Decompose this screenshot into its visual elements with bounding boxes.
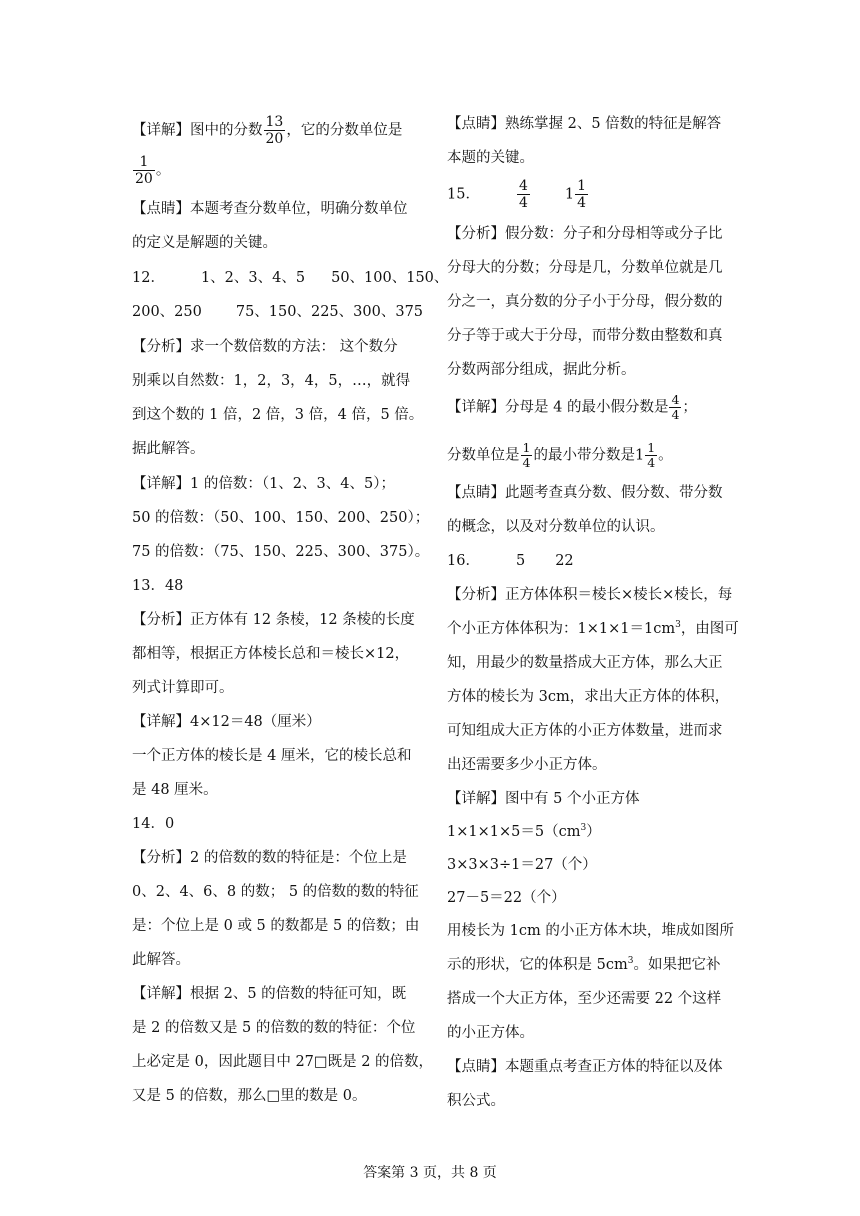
q15-number: 15． <box>447 186 480 203</box>
q16-tip-1: 【点睛】本题重点考查正方体的特征以及体 <box>447 1059 723 1075</box>
fraction-1-4 <box>645 441 657 470</box>
q12-number: 12． <box>132 270 165 286</box>
q14-analysis-1: 【分析】2 的倍数的数的特征是：个位上是 <box>132 850 407 866</box>
q14-tip-1: 【点睛】熟练掌握 2、5 倍数的特征是解答 <box>447 116 722 132</box>
fraction-1-4 <box>521 441 533 470</box>
q16-detail-2-post: ） <box>586 824 601 840</box>
semicolon: ； <box>682 399 697 416</box>
q12-detail-3: 75 的倍数：（75、150、225、300、375）。 <box>132 544 430 560</box>
q14-head: 14．0 <box>132 816 175 832</box>
mixed-whole: 1 <box>634 447 645 464</box>
q11-detail-text: 【详解】图中的分数 <box>132 122 263 139</box>
q16-detail-6 <box>447 955 720 975</box>
q15-tip-1: 【点睛】此题考查真分数、假分数、带分数 <box>447 485 723 501</box>
q14-detail-2: 是 2 的倍数又是 5 的倍数的数的特征：个位 <box>132 1020 416 1036</box>
fraction-1-4 <box>575 178 588 211</box>
q11-detail-line <box>132 114 402 147</box>
q15-detail-1-text: 【详解】分母是 4 的最小假分数是 <box>447 399 669 416</box>
q15-analysis-4: 分子等于或大于分母，而带分数由整数和真 <box>447 328 723 344</box>
q16-answer-line <box>447 551 574 571</box>
q12-detail-1: 【详解】1 的倍数：（1、2、3、4、5）； <box>132 476 395 492</box>
frac-den: 4 <box>671 407 680 422</box>
q16-detail-6-pre: 示的形状，它的体积是 5cm <box>447 957 628 973</box>
q16-analysis-5: 可知组成大正方体的小正方体数量，进而求 <box>447 723 723 739</box>
q16-analysis-2-pre: 个小正方体体积为：1×1×1＝1cm <box>447 621 676 637</box>
superscript-3: 3 <box>580 823 587 834</box>
mixed-whole: 1 <box>564 186 575 203</box>
q13-detail-3: 是 48 厘米。 <box>132 782 218 798</box>
q13-analysis-1: 【分析】正方体有 12 条棱，12 条棱的长度 <box>132 612 415 628</box>
q16-detail-8: 的小正方体。 <box>447 1025 534 1041</box>
q15-detail-2-text: 分数单位是 <box>447 447 520 464</box>
frac-den: 20 <box>265 131 284 147</box>
q15-analysis-5: 分数两部分组成，据此分析。 <box>447 362 636 378</box>
q16-detail-4: 27－5＝22（个） <box>447 890 566 906</box>
q16-analysis-1: 【分析】正方体体积＝棱长×棱长×棱长，每 <box>447 587 733 603</box>
q11-period: 。 <box>155 162 171 179</box>
q13-analysis-2: 都相等，根据正方体棱长总和＝棱长×12， <box>132 646 410 662</box>
q12-answer-line <box>132 268 448 288</box>
q16-detail-1: 【详解】图中有 5 个小正方体 <box>447 791 640 807</box>
q12-answer-1: 1、2、3、4、5 <box>200 270 306 286</box>
frac-den: 4 <box>518 195 528 211</box>
q11-detail-mid: ，它的分数单位是 <box>286 122 403 139</box>
frac-num: 4 <box>671 392 680 407</box>
q16-analysis-2 <box>447 619 739 639</box>
q13-detail-2: 一个正方体的棱长是 4 厘米，它的棱长总和 <box>132 748 412 764</box>
q16-detail-5: 用棱长为 1cm 的小正方体木块，堆成如图所 <box>447 923 734 939</box>
frac-num: 1 <box>133 154 155 171</box>
q14-tip-2: 本题的关键。 <box>447 150 534 166</box>
q12-answer-3: 75、150、225、300、375 <box>235 304 424 320</box>
q12-answer-2: 50、100、150、 <box>331 270 449 286</box>
q16-analysis-3: 知，用最少的数量搭成大正方体，那么大正 <box>447 655 723 671</box>
q15-tip-2: 的概念，以及对分数单位的认识。 <box>447 519 665 535</box>
q12-analysis-1: 【分析】求一个数倍数的方法： 这个数分 <box>132 339 398 355</box>
q16-detail-7: 搭成一个大正方体，至少还需要 22 个这样 <box>447 991 722 1007</box>
q12-answer-2b: 200、250 <box>132 304 202 320</box>
q16-answer-1: 5 <box>515 553 526 569</box>
q12-answer-line-2 <box>132 302 423 322</box>
q12-analysis-2: 别乘以自然数：1，2，3，4，5，…，就得 <box>132 373 411 389</box>
q16-detail-2-pre: 1×1×1×5＝5（cm <box>447 824 581 840</box>
q15-analysis-1: 【分析】假分数：分子和分母相等或分子比 <box>447 226 723 242</box>
frac-num: 1 <box>577 178 587 194</box>
q16-analysis-2-post: ，由图可 <box>680 621 739 637</box>
q16-answer-2: 22 <box>555 553 574 569</box>
q16-detail-2 <box>447 822 601 842</box>
fraction-1-20 <box>133 154 155 187</box>
q15-analysis-3: 分之一，真分数的分子小于分母，假分数的 <box>447 294 723 310</box>
q11-tip-2: 的定义是解题的关键。 <box>132 235 277 251</box>
frac-num: 13 <box>265 114 284 130</box>
fraction-4-4 <box>669 393 681 422</box>
fraction-13-20 <box>264 114 286 147</box>
frac-num: 4 <box>518 178 528 194</box>
q16-analysis-6: 出还需要多少小正方体。 <box>447 757 607 773</box>
q11-tip-1: 【点睛】本题考查分数单位，明确分数单位 <box>132 201 408 217</box>
frac-den: 4 <box>522 455 531 470</box>
q15-analysis-2: 分母大的分数；分母是几，分数单位就是几 <box>447 260 723 276</box>
q14-detail-4: 又是 5 的倍数，那么□里的数是 0。 <box>132 1088 367 1104</box>
q16-number: 16． <box>447 553 480 569</box>
q14-detail-3: 上必定是 0，因此题目中 27□既是 2 的倍数， <box>132 1054 434 1070</box>
q15-detail-2 <box>447 441 673 470</box>
frac-num: 1 <box>647 440 656 455</box>
q14-analysis-4: 此解答。 <box>132 952 190 968</box>
frac-den: 20 <box>135 171 153 187</box>
frac-den: 4 <box>577 195 587 211</box>
q12-detail-2: 50 的倍数：（50、100、150、200、250）； <box>132 510 430 526</box>
q16-tip-2: 积公式。 <box>447 1093 505 1109</box>
q15-answer-line <box>447 178 589 211</box>
q16-detail-6-post: 。如果把它补 <box>633 957 721 973</box>
q15-detail-1 <box>447 393 697 422</box>
superscript-3: 3 <box>627 956 634 967</box>
frac-num: 1 <box>522 440 531 455</box>
q13-head: 13．48 <box>132 578 184 594</box>
q11-unit-line <box>132 154 170 187</box>
page-footer: 答案第 3 页，共 8 页 <box>363 1165 497 1181</box>
frac-den: 4 <box>647 455 656 470</box>
q14-analysis-2: 0、2、4、6、8 的数； 5 的倍数的数的特征 <box>132 884 419 900</box>
superscript-3: 3 <box>675 620 681 631</box>
q16-analysis-4: 方体的棱长为 3cm，求出大正方体的体积， <box>447 689 730 705</box>
q15-detail-2-mid: 的最小带分数是 <box>533 447 635 464</box>
q14-analysis-3: 是：个位上是 0 或 5 的数都是 5 的倍数；由 <box>132 918 420 934</box>
q13-detail-1: 【详解】4×12＝48（厘米） <box>132 714 321 730</box>
q14-detail-1: 【详解】根据 2、5 的倍数的特征可知，既 <box>132 986 407 1002</box>
q13-analysis-3: 列式计算即可。 <box>132 680 234 696</box>
fraction-4-4 <box>517 178 530 211</box>
period: 。 <box>658 447 673 464</box>
q12-analysis-3: 到这个数的 1 倍，2 倍，3 倍，4 倍，5 倍。 <box>132 407 424 423</box>
q12-analysis-4: 据此解答。 <box>132 441 205 457</box>
q16-detail-3: 3×3×3÷1＝27（个） <box>447 857 597 873</box>
